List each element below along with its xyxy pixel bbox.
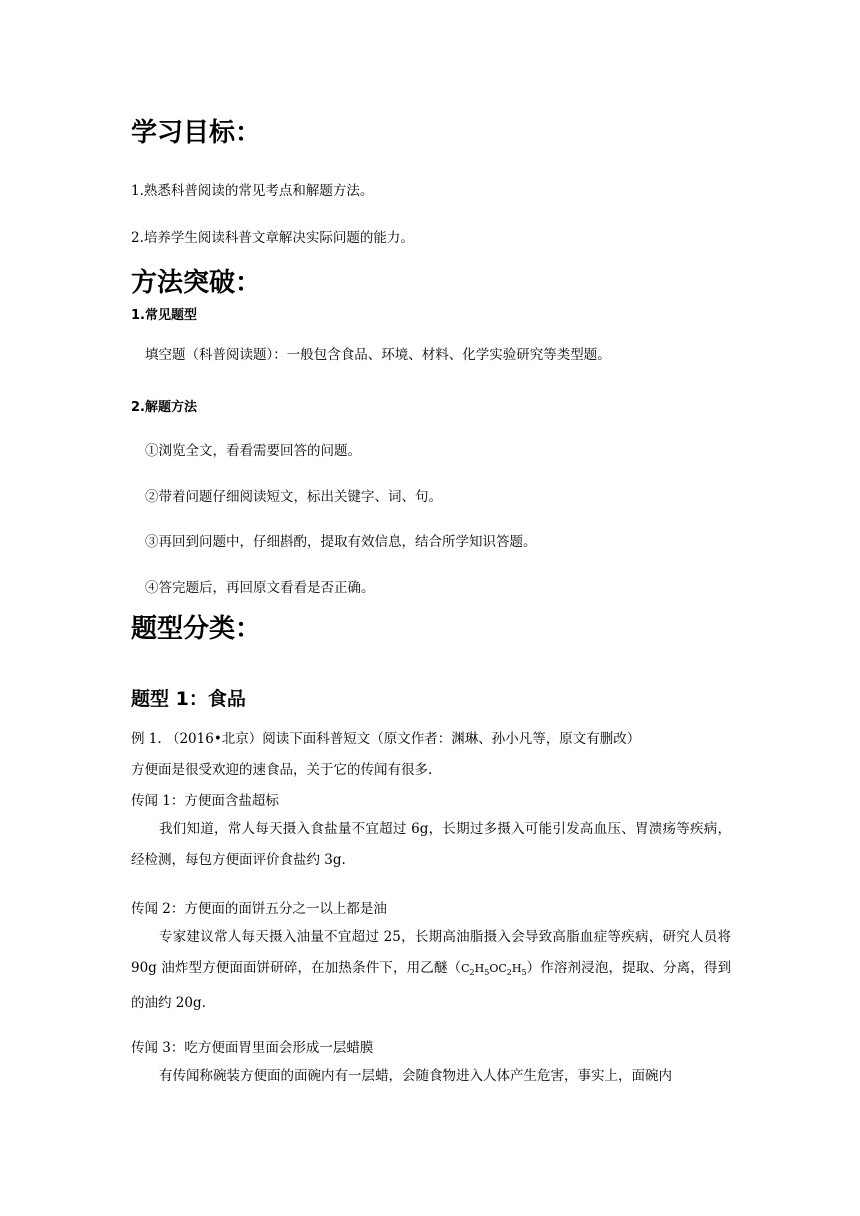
rumor-2-text-part-b: ）作溶剂浸泡，提取、分离，得到的油约 20g. (131, 960, 731, 1012)
step-4: ④答完题后，再回原文看看是否正确。 (145, 580, 375, 596)
example-1: 例 1. （2016•北京）阅读下面科普短文（原文作者：渊琳、孙小凡等，原文有删改） (131, 731, 641, 747)
goal-item-1: 1.熟悉科普阅读的常见考点和解题方法。 (131, 183, 374, 199)
ether-formula: $C_2H_5OC_2H_5$ (461, 962, 527, 978)
rumor-2-title: 传闻 2：方便面的面饼五分之一以上都是油 (131, 901, 387, 917)
heading-learning-goals: 学习目标： (131, 118, 262, 148)
rumor-1-title: 传闻 1：方便面含盐超标 (131, 793, 279, 809)
step-1: ①浏览全文，看看需要回答的问题。 (145, 443, 361, 459)
rumor-1-text: 我们知道，常人每天摄入食盐量不宜超过 6g，长期过多摄入可能引发高血压、胃溃疡等疾病，经检测，每包方便面评价食盐约 3g. (131, 821, 731, 868)
goal-item-2: 2.培养学生阅读科普文章解决实际问题的能力。 (131, 230, 414, 246)
common-types-text: 填空题（科普阅读题）：一般包含食品、环境、材料、化学实验研究等类型题。 (145, 347, 611, 363)
subheading-common-types: 1.常见题型 (131, 308, 197, 323)
rumor-2-text-part-a: 专家建议常人每天摄入油量不宜超过 25，长期高油脂摄入会导致高脂血症等疾病，研究人员将 90g 油炸型方便面面饼研碎，在加热条件下，用乙醚（ (131, 929, 731, 976)
step-3: ③再回到问题中，仔细斟酌，提取有效信息，结合所学知识答题。 (145, 534, 537, 550)
example-intro: 方便面是很受欢迎的速食品，关于它的传闻有很多. (131, 762, 433, 778)
heading-classification: 题型分类： (131, 614, 262, 644)
subheading-solving-methods: 2.解题方法 (131, 400, 197, 415)
rumor-3-title: 传闻 3：吃方便面胃里面会形成一层蜡膜 (131, 1040, 374, 1056)
rumor-3-text: 有传闻称碗装方便面的面碗内有一层蜡，会随食物进入人体产生危害，事实上，面碗内 (159, 1068, 672, 1084)
step-2: ②带着问题仔细阅读短文，标出关键字、词、句。 (145, 489, 442, 505)
heading-methods: 方法突破： (131, 268, 262, 298)
rumor-2-text (131, 922, 731, 1019)
type1-title: 题型 1：食品 (131, 688, 246, 710)
